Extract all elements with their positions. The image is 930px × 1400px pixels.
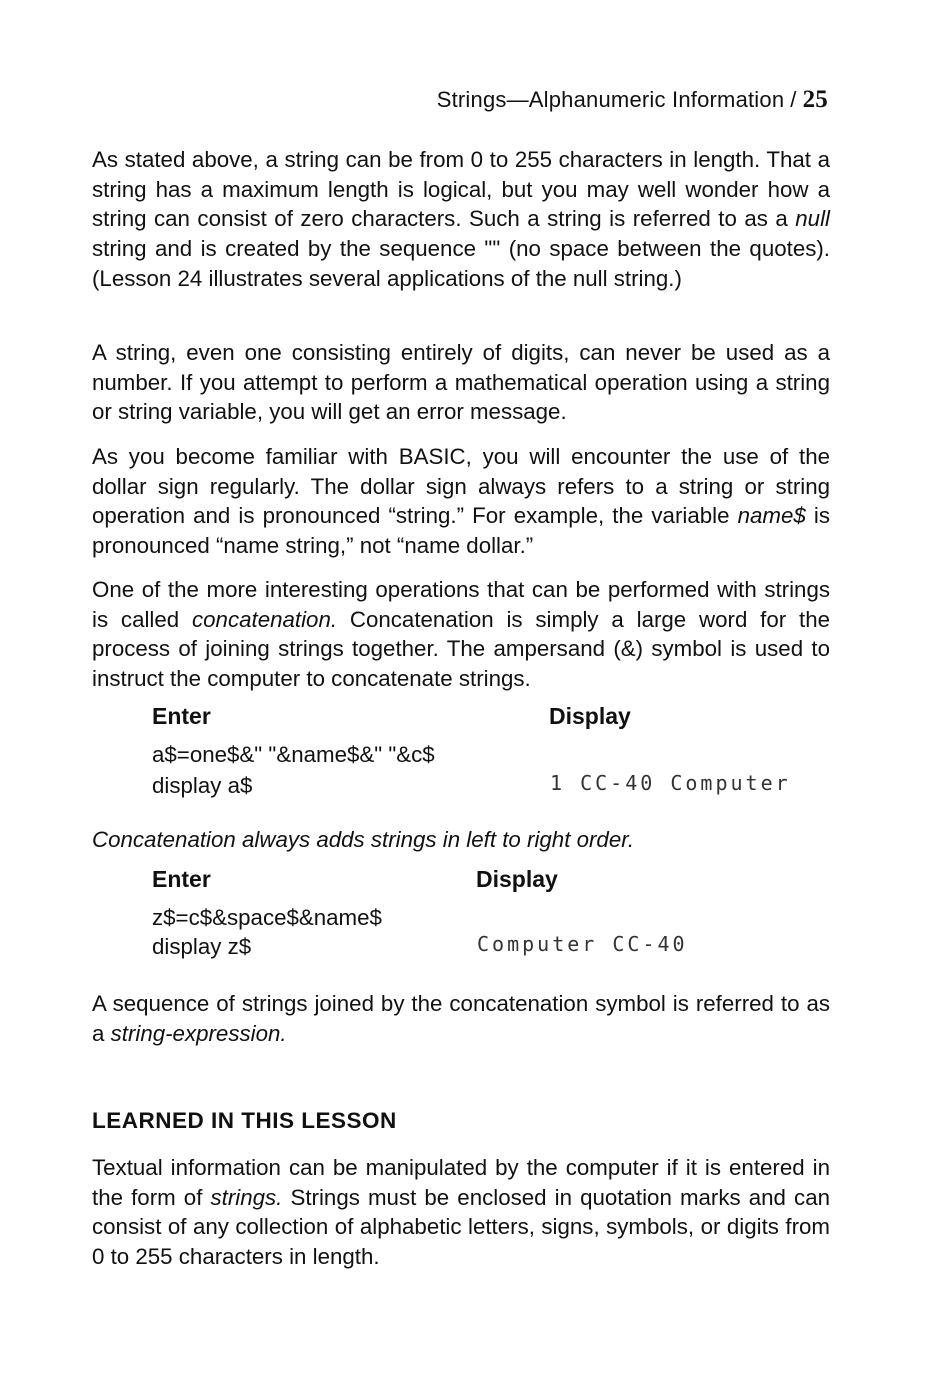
caption-left-to-right: Concatenation always adds strings in left to right order. bbox=[92, 827, 635, 852]
running-head-separator: / bbox=[790, 87, 797, 112]
page-number: 25 bbox=[802, 86, 828, 113]
emphasis-strings: strings. bbox=[210, 1184, 283, 1210]
paragraph-text: Concatenation is simply a large word for the process of joining strings together. The ampersand (&) symbol is used to instruct the computer to concatenate strings. bbox=[92, 606, 830, 692]
emphasis-concatenation: concatenation. bbox=[192, 606, 338, 632]
running-head-title: Strings—Alphanumeric Information bbox=[436, 87, 785, 112]
emphasis-null: null bbox=[795, 206, 830, 232]
paragraph-text: One of the more interesting operations that can be performed with strings is called bbox=[92, 577, 830, 632]
paragraph-string-not-number: A string, even one consisting entirely of digits, can never be used as a number. If you attempt to perform a mathematical operation using a string or string variable, you will get an error message. bbox=[92, 340, 830, 425]
example-table-2 bbox=[152, 866, 832, 966]
display-column-header: Display bbox=[476, 866, 558, 892]
paragraph-text: Strings must be enclosed in quotation marks and can consist of any collection of alphabetic letters, signs, symbols, or digits from 0 to 255 characters in length. bbox=[92, 1184, 830, 1270]
code-line: display a$ bbox=[152, 773, 253, 798]
section-heading: LEARNED IN THIS LESSON bbox=[92, 1108, 397, 1133]
paragraph-text: is pronounced “name string,” not “name dollar.” bbox=[92, 503, 830, 559]
emphasis-string-expression: string-expression. bbox=[110, 1020, 287, 1046]
paragraph-text: A sequence of strings joined by the concatenation symbol is referred to as a bbox=[92, 991, 830, 1046]
paragraph-text: As stated above, a string can be from 0 to 255 characters in length. That a string has a maximum length is logical, but you may well wonder how a string can consist of zero characters. Such a string is referred to as a bbox=[92, 147, 830, 232]
emphasis-name-string: name$ bbox=[737, 503, 806, 529]
paragraph-text: Textual information can be manipulated by the computer if it is entered in the form of bbox=[92, 1155, 830, 1210]
paragraph-text: As you become familiar with BASIC, you will encounter the use of the dollar sign regularly. The dollar sign always refers to a string or string operation and is pronounced “string.” For example, the variable bbox=[92, 444, 830, 529]
display-column-header: Display bbox=[549, 703, 631, 729]
display-output: 1 CC-40 Computer bbox=[550, 771, 791, 795]
paragraph-string-expression bbox=[92, 989, 830, 1048]
paragraph-concatenation bbox=[92, 575, 830, 694]
paragraph-dollar-sign bbox=[92, 442, 830, 561]
running-head bbox=[437, 86, 828, 114]
code-line: z$=c$&space$&name$ bbox=[152, 905, 382, 930]
enter-column-header: Enter bbox=[152, 703, 211, 729]
paragraph-text: string and is created by the sequence "" (no space between the quotes). (Lesson 24 illustrates several applications of the null string.) bbox=[92, 236, 830, 291]
code-line: a$=one$&" "&name$&" "&c$ bbox=[152, 742, 435, 767]
paragraph-lesson-summary bbox=[92, 1153, 830, 1272]
example-table-1 bbox=[152, 703, 832, 803]
enter-column-header: Enter bbox=[152, 866, 211, 892]
paragraph-string-length bbox=[92, 145, 830, 294]
code-line: display z$ bbox=[152, 934, 252, 959]
display-output: Computer CC-40 bbox=[477, 932, 688, 956]
